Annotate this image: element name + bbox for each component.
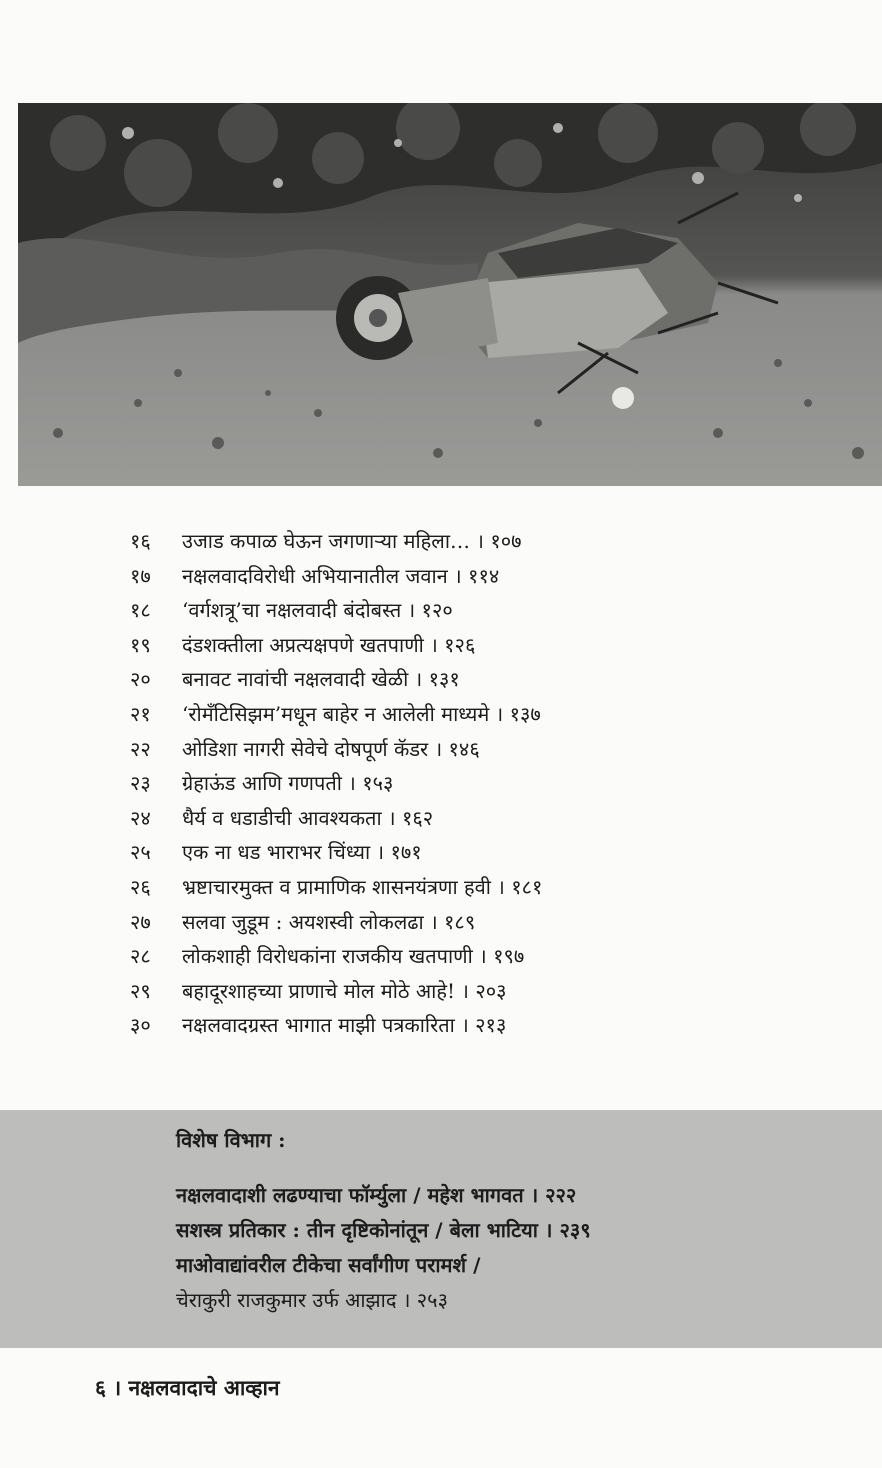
chapter-page: १८९: [444, 909, 476, 934]
chapter-title: नक्षलवादग्रस्त भागात माझी पत्रकारिता: [182, 1013, 455, 1038]
chapter-page: २१३: [475, 1013, 507, 1038]
special-entry: माओवाद्यांवरील टीकेचा सर्वांगीण परामर्श /: [176, 1253, 481, 1277]
chapter-title: लोकशाही विरोधकांना राजकीय खतपाणी: [182, 944, 473, 969]
chapter-number: ३०: [130, 1013, 151, 1038]
chapter-page: १२६: [444, 632, 476, 657]
chapter-number: २०: [130, 667, 151, 692]
chapter-page: १०७: [490, 529, 522, 553]
chapter-page: १२०: [421, 598, 453, 623]
chapter-number: १८: [130, 598, 151, 623]
chapter-number: २५: [130, 840, 151, 865]
toc-entry: २६ भ्रष्टाचारमुक्त व प्रामाणिक शासनयंत्रणा हवी । १८१: [130, 870, 830, 905]
toc-entry: २७ सलवा जुडूम : अयशस्वी लोकलढा । १८९: [130, 905, 830, 940]
toc-entry: २२ ओडिशा नागरी सेवेचे दोषपूर्ण कॅडर । १४६: [130, 732, 830, 767]
toc-entry: २४ धैर्य व धडाडीची आवश्यकता । १६२: [130, 801, 830, 836]
chapter-page: १५३: [362, 771, 394, 796]
chapter-number: २४: [130, 805, 151, 830]
chapter-number: २८: [130, 944, 151, 969]
chapter-title: भ्रष्टाचारमुक्त व प्रामाणिक शासनयंत्रणा हवी: [182, 874, 491, 899]
chapter-number: २६: [130, 874, 151, 899]
chapter-title: उजाड कपाळ घेऊन जगणाऱ्या महिला…: [182, 529, 471, 553]
chapter-title: दंडशक्तीला अप्रत्यक्षपणे खतपाणी: [182, 632, 424, 657]
chapter-title: धैर्य व धडाडीची आवश्यकता: [182, 805, 382, 830]
chapter-number: २९: [130, 978, 151, 1003]
chapter-title: एक ना धड भाराभर चिंध्या: [182, 840, 371, 865]
toc-entry: १६ उजाड कपाळ घेऊन जगणाऱ्या महिला… । १०७: [130, 524, 830, 559]
chapter-number: २१: [130, 701, 151, 726]
chapter-number: १६: [130, 529, 151, 553]
page-footer: [95, 1374, 280, 1402]
footer-separator: ।: [113, 1375, 122, 1400]
special-section-heading: विशेष विभाग :: [176, 1128, 286, 1152]
chapter-page: २०३: [475, 978, 507, 1003]
chapter-number: १९: [130, 632, 151, 657]
chapter-title: सलवा जुडूम : अयशस्वी लोकलढा: [182, 909, 424, 934]
chapter-page: १६२: [401, 805, 434, 830]
special-entry: नक्षलवादाशी लढण्याचा फॉर्म्युला / महेश भागवत । २२२: [176, 1183, 577, 1207]
chapter-page: १३१: [428, 667, 460, 692]
book-title: नक्षलवादाचे आव्हान: [128, 1375, 280, 1400]
toc-entry: १९ दंडशक्तीला अप्रत्यक्षपणे खतपाणी । १२६: [130, 628, 830, 663]
toc-entry: २१ ‘रोमँटिसिझम’मधून बाहेर न आलेली माध्यमे । १३७: [130, 697, 830, 732]
chapter-page: १७१: [390, 840, 422, 865]
chapter-title: नक्षलवादविरोधी अभियानातील जवान: [182, 563, 448, 588]
page-number: ६: [95, 1375, 106, 1400]
chapter-number: २७: [130, 909, 151, 934]
chapter-number: १७: [130, 563, 151, 588]
chapter-number: २३: [130, 771, 151, 796]
chapter-title: बहादूरशाहच्या प्राणाचे मोल मोठे आहे!: [182, 978, 456, 1003]
chapter-number: २२: [130, 736, 151, 761]
special-entry-continuation: चेराकुरी राजकुमार उर्फ आझाद । २५३: [176, 1288, 448, 1312]
chapter-title: ‘वर्गशत्रू’चा नक्षलवादी बंदोबस्त: [182, 598, 402, 623]
toc-entry: २५ एक ना धड भाराभर चिंध्या । १७१: [130, 835, 830, 870]
special-section-list: [176, 1178, 591, 1318]
toc-entry: ३० नक्षलवादग्रस्त भागात माझी पत्रकारिता । २१३: [130, 1008, 830, 1043]
chapter-title: बनावट नावांची नक्षलवादी खेळी: [182, 667, 409, 692]
toc-entry: १७ नक्षलवादविरोधी अभियानातील जवान । ११४: [130, 559, 830, 594]
wrecked-vehicle-photo: [18, 103, 882, 486]
toc-entry: २० बनावट नावांची नक्षलवादी खेळी । १३१: [130, 662, 830, 697]
chapter-page: १९७: [493, 944, 525, 969]
chapter-page: १४६: [448, 736, 480, 761]
special-section: [0, 1110, 882, 1348]
chapter-title: ओडिशा नागरी सेवेचे दोषपूर्ण कॅडर: [182, 736, 429, 761]
special-entry: सशस्त्र प्रतिकार : तीन दृष्टिकोनांतून / बेला भाटिया । २३९: [176, 1218, 591, 1242]
toc-entry: २९ बहादूरशाहच्या प्राणाचे मोल मोठे आहे! । २०३: [130, 974, 830, 1009]
chapter-page: १३७: [509, 701, 541, 726]
toc-entry: २८ लोकशाही विरोधकांना राजकीय खतपाणी । १९७: [130, 939, 830, 974]
chapter-title: ‘रोमँटिसिझम’मधून बाहेर न आलेली माध्यमे: [182, 701, 490, 726]
toc-entry: १८ ‘वर्गशत्रू’चा नक्षलवादी बंदोबस्त । १२०: [130, 593, 830, 628]
toc-entry: २३ ग्रेहाऊंड आणि गणपती । १५३: [130, 766, 830, 801]
chapter-page: ११४: [468, 563, 500, 588]
chapter-page: १८१: [511, 874, 543, 899]
table-of-contents: [130, 524, 830, 1043]
chapter-title: ग्रेहाऊंड आणि गणपती: [182, 771, 342, 796]
